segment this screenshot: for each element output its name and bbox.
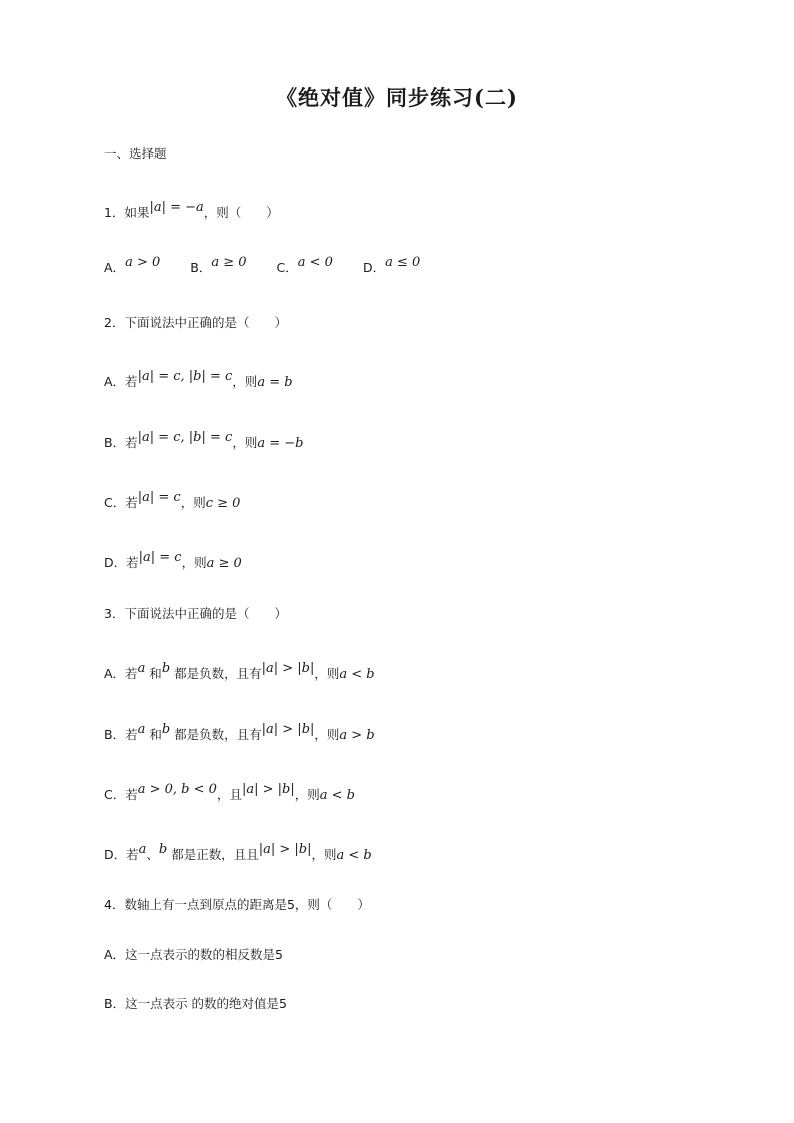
option-math: b <box>161 661 171 676</box>
option-text: ，则 <box>311 847 337 862</box>
question-1-options <box>104 255 421 279</box>
option-math: a ≥ 0 <box>211 255 247 270</box>
option-text: B．若 <box>104 727 138 742</box>
option-math: |a| > |b| <box>261 722 315 737</box>
option-math: |a| = c, |b| = c <box>137 430 233 445</box>
option-math: a = −b <box>257 436 304 451</box>
option-text: D．若 <box>104 847 139 862</box>
option-math: |a| > |b| <box>261 661 315 676</box>
question-2: 2．下面说法中正确的是（ ） <box>104 315 287 330</box>
question-3-option-d <box>104 842 372 866</box>
option-text: A．若 <box>104 374 138 389</box>
option-math: |a| > |b| <box>258 842 312 857</box>
option-text: C．若 <box>104 495 138 510</box>
question-text: 1．如果 <box>104 205 150 220</box>
section-heading: 一、选择题 <box>104 146 167 161</box>
option-text: ，则 <box>180 495 206 510</box>
option-text: ，则 <box>294 787 320 802</box>
option-text: ，则 <box>232 374 258 389</box>
option-label: B． <box>190 260 212 275</box>
option-math: c ≥ 0 <box>205 496 241 511</box>
question-2-option-a <box>104 369 293 393</box>
option-math: |a| = c, |b| = c <box>137 369 233 384</box>
option-math: a <box>138 842 147 857</box>
option-math: a <box>137 661 146 676</box>
option-math: |a| = c <box>137 490 181 505</box>
option-math: b <box>158 842 168 857</box>
question-text: ，则（ ） <box>203 205 279 220</box>
option-math: a > 0 <box>125 255 161 270</box>
question-2-option-d <box>104 550 242 574</box>
option-text: ，则 <box>232 435 258 450</box>
option-text: 都是正数，且且 <box>167 847 259 862</box>
option-text: 和 <box>145 666 162 681</box>
option-math: a < b <box>319 788 355 803</box>
option-text: D．若 <box>104 555 139 570</box>
question-3-option-c <box>104 782 355 806</box>
option-text: A．若 <box>104 666 138 681</box>
question-4-option-a: A．这一点表示的数的相反数是5 <box>104 947 284 962</box>
option-math: b <box>161 722 171 737</box>
question-2-option-b <box>104 430 304 454</box>
option-math: a < 0 <box>297 255 333 270</box>
option-math: |a| > |b| <box>241 782 295 797</box>
option-math: a ≤ 0 <box>385 255 421 270</box>
option-math: a < b <box>336 848 372 863</box>
option-text: C．若 <box>104 787 138 802</box>
option-math: a > b <box>339 728 375 743</box>
question-3: 3．下面说法中正确的是（ ） <box>104 606 287 621</box>
math-expression: |a| = −a <box>149 200 204 215</box>
option-math: |a| = c <box>138 550 182 565</box>
page-title: 《绝对值》同步练习(二) <box>276 85 518 110</box>
option-math: a < b <box>339 667 375 682</box>
option-math: a > 0, b < 0 <box>137 782 217 797</box>
option-math: a = b <box>257 375 293 390</box>
option-text: 都是负数，且有 <box>170 727 262 742</box>
question-3-option-a <box>104 661 375 685</box>
option-text: ，且 <box>216 787 242 802</box>
option-text: ，则 <box>314 727 340 742</box>
option-text: B．若 <box>104 435 138 450</box>
question-1 <box>104 200 279 224</box>
option-label: C． <box>276 260 298 275</box>
question-4: 4．数轴上有一点到原点的距离是5，则（ ） <box>104 897 370 912</box>
option-math: a ≥ 0 <box>206 556 242 571</box>
option-text: 都是负数，且有 <box>170 666 262 681</box>
option-text: ，则 <box>181 555 207 570</box>
option-text: 和 <box>145 727 162 742</box>
option-text: 、 <box>146 847 159 862</box>
question-4-option-b: B．这一点表示 的数的绝对值是5 <box>104 996 288 1011</box>
question-2-option-c <box>104 490 241 514</box>
option-math: a <box>137 722 146 737</box>
option-label: D． <box>362 260 386 275</box>
question-3-option-b <box>104 722 375 746</box>
option-label: A． <box>104 260 126 275</box>
option-text: ，则 <box>314 666 340 681</box>
